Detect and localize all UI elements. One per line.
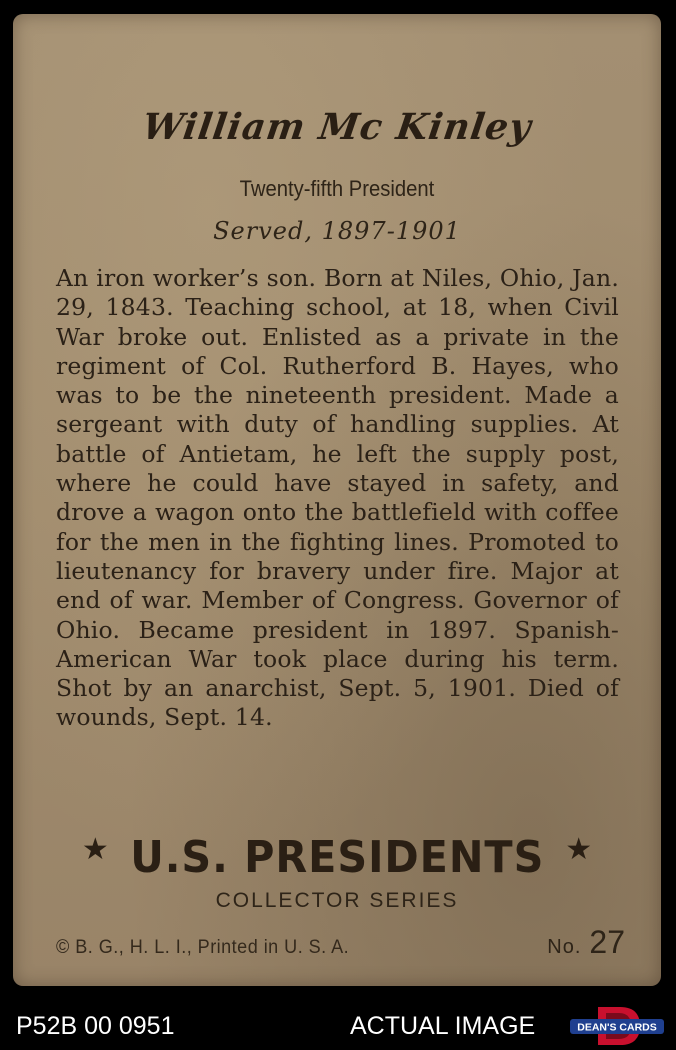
star-icon: ★ (81, 832, 109, 867)
term-served: Served, 1897-1901 (213, 217, 461, 245)
president-rank: Twenty-fifth President (239, 176, 435, 201)
card-number-value: 27 (589, 924, 625, 960)
footer-bar (0, 1003, 676, 1050)
biography-text: An iron worker’s son. Born at Niles, Ohio, Jan. 29, 1843. Teaching school, at 18, when Civil War broke out. Enlisted as a private in the regiment of Col. Rutherford B. Hayes, who was to be the nineteenth president. Made a sergeant with duty of handling supplies. At battle of Antietam, he left the supply post, where he could have stayed in safety, and drove a wagon onto the battlefield with coffee for the men in the fighting lines. Promoted to lieutenancy for bravery under fire. Major at end of war. Member of Congress. Governor of Ohio. Became president in 1897. Spanish-American War took place during his term. Shot by an anarchist, Sept. 5, 1901. Died of wounds, Sept. 14. (56, 264, 619, 732)
cert-id: P52B 00 0951 (16, 1012, 175, 1040)
card-number-label: No. (547, 936, 582, 958)
copyright-line: © B. G., H. L. I., Printed in U. S. A. (56, 937, 350, 958)
series-title-row (13, 832, 661, 888)
president-name: William Mc Kinley (139, 106, 535, 148)
card-number (547, 924, 625, 961)
star-icon: ★ (565, 832, 593, 867)
trading-card-back (13, 14, 661, 986)
actual-image-label: ACTUAL IMAGE (350, 1012, 536, 1040)
deans-cards-logo (568, 1005, 666, 1047)
series-title: U.S. PRESIDENTS (129, 832, 545, 883)
svg-text:DEAN'S CARDS: DEAN'S CARDS (577, 1021, 657, 1034)
series-subtitle: COLLECTOR SERIES (215, 889, 459, 912)
